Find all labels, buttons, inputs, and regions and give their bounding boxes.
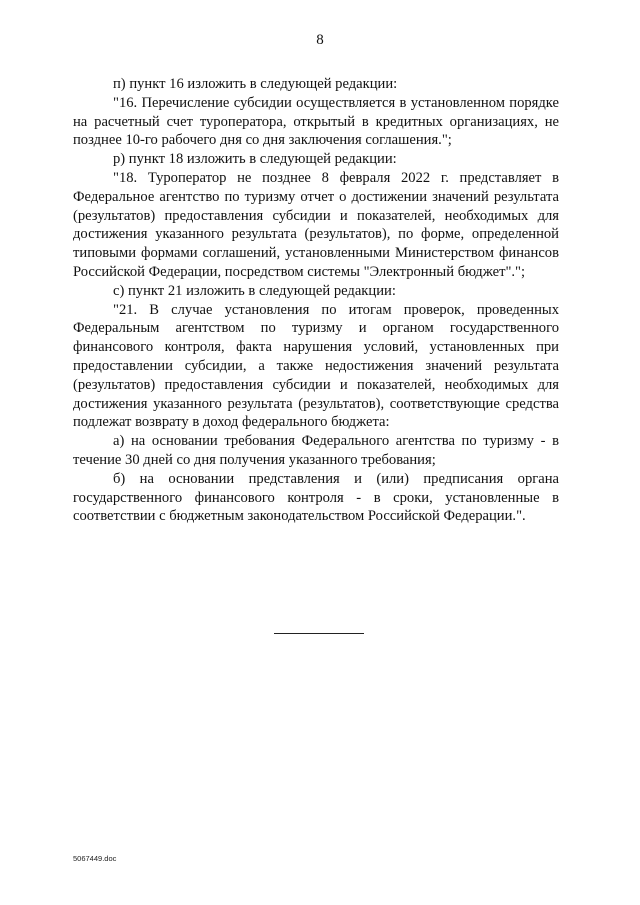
paragraph-subitem-a: а) на основании требования Федерального агентства по туризму - в течение 30 дней со дня получения указанного требования; xyxy=(73,433,559,468)
paragraph-point-16-text: "16. Перечисление субсидии осуществляется в установленном порядке на расчетный счет туроператора, открытый в кредитных организациях, не позднее 10-го рабочего дня со дня заключения соглашения."; xyxy=(73,94,559,149)
paragraph-subitem-b: б) на основании представления и (или) предписания органа государственного финансового контроля - в сроки, установленные в соответствии с бюджетным законодательством Российской Федерации.". xyxy=(73,470,559,525)
document-body xyxy=(73,75,559,526)
paragraph-point-21-text: "21. В случае установления по итогам проверок, проведенных Федеральным агентством по туризму и органом государственного финансового контроля, факта нарушения условий, установленных при предоставлении субсидии, а также недостижения значений результата (результатов) предоставления субсидии и показателей, необходимых для достижения указанного результата (результатов), соответствующие средства подлежат возврату в доход федерального бюджета: xyxy=(73,301,559,431)
paragraph-item-p-heading: п) пункт 16 изложить в следующей редакции: xyxy=(113,76,398,92)
paragraph-item-s-heading: с) пункт 21 изложить в следующей редакции: xyxy=(113,282,396,299)
document-file-id: 5067449.doc xyxy=(73,854,117,863)
page-number: 8 xyxy=(316,32,324,48)
end-divider-line xyxy=(274,633,364,634)
paragraph-point-18-text: "18. Туроператор не позднее 8 февраля 2022 г. представляет в Федеральное агентство по туризму отчет о достижении значений результата (результатов) предоставления субсидии и показателей, необходимых для достижения указанного результата (результатов), по форме, определенной типовыми формами соглашений, установленными Министерством финансов Российской Федерации, посредством системы "Электронный бюджет"."; xyxy=(73,169,559,280)
paragraph-item-r-heading: р) пункт 18 изложить в следующей редакции: xyxy=(113,151,397,168)
